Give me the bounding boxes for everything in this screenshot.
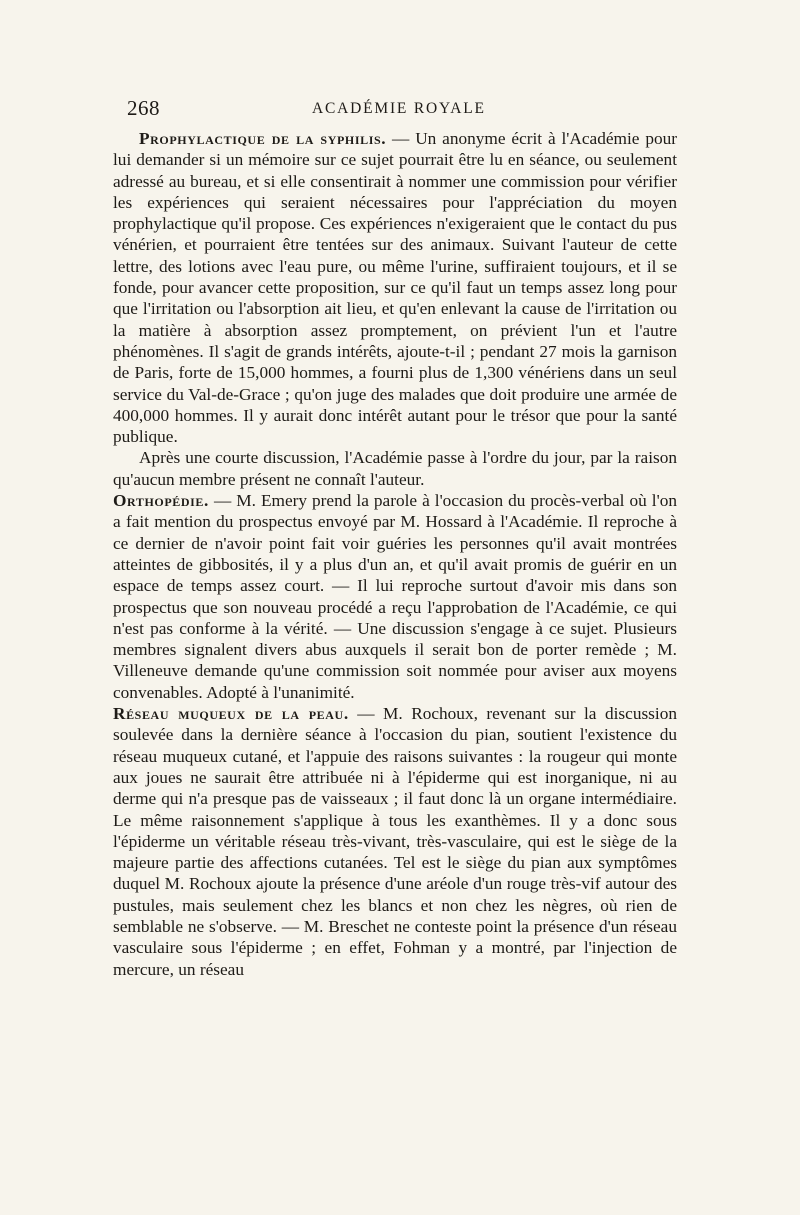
- section-heading-mucous-network: Réseau muqueux de la peau.: [113, 704, 349, 724]
- paragraph-text: — M. Rochoux, revenant sur la discussion soulevée dans la dernière séance à l'occasion du pian, soutient l'existence du réseau muqueux cutané, et l'appuie des raisons suivantes : la rougeur qui monte aux joues ne saurait être attribuée ni à l'épiderme qui est inorganique, ni au derme qui n'a presque pas de vaisseaux ; il faut donc là un organe intermédiaire. Le même raisonnement s'applique à tous les exanthèmes. Il y a donc sous l'épiderme un véritable réseau très-vivant, très-vasculaire, qui est le siège de la majeure partie des affections cutanées. Tel est le siège du pian aux symptômes duquel M. Rochoux ajoute la présence d'une aréole d'un rouge très-vif autour des pustules, mais seulement chez les blancs et non chez les nègres, où rien de semblable ne s'observe. — M. Breschet ne conteste point la présence d'un réseau vasculaire sous l'épiderme ; en effet, Fohman y a montré, par l'injection de mercure, un réseau: [113, 704, 677, 979]
- paragraph-discussion: [113, 447, 677, 490]
- paragraph-text: — Un anonyme écrit à l'Académie pour lui demander si un mémoire sur ce sujet pourrait être lu en séance, ou seulement adressé au bureau, et si elle consentirait à nommer une commission pour vérifier les expériences qui seraient nécessaires pour l'appréciation du moyen prophylactique qu'il propose. Ces expériences n'exigeraient que le contact du pus vénérien, et pourraient être tentées sur des animaux. Suivant l'auteur de cette lettre, des lotions avec l'eau pure, ou même l'urine, suffiraient toujours, et il se fonde, pour avancer cette proposition, sur ce qu'il faut un temps assez long pour que l'irritation ou l'absorption ait lieu, et qu'en enlevant la cause de l'irritation ou la matière à absorption assez promptement, on prévient l'un et l'autre phénomènes. Il s'agit de grands intérêts, ajoute-t-il ; pendant 27 mois la garnison de Paris, forte de 15,000 hommes, a fourni plus de 1,300 vénériens dans un seul service du Val-de-Grace ; qu'on juge des malades que doit produire une armée de 400,000 hommes. Il y aurait donc intérêt autant pour le trésor que pour la santé publique.: [113, 129, 677, 447]
- body-text: [113, 128, 677, 980]
- paragraph-prophylaxis: [113, 128, 677, 447]
- paragraph-orthopedics: [113, 490, 677, 703]
- section-heading-prophylaxis: Prophylactique de la syphilis.: [139, 129, 387, 148]
- paragraph-text: — M. Emery prend la parole à l'occasion du procès-verbal où l'on a fait mention du prospectus envoyé par M. Hossard à l'Académie. Il reproche à ce dernier de n'avoir point fait voir guéries les personnes qu'il avait montrées atteintes de gibbosités, il y a plus d'un an, et qu'il avait promis de guérir en un espace de temps assez court. — Il lui reproche surtout d'avoir mis dans son prospectus que son nouveau procédé a reçu l'approbation de l'Académie, ce qui n'est pas conforme à la vérité. — Une discussion s'engage à ce sujet. Plusieurs membres signalent divers abus auxquels il serait bon de porter remède ; M. Villeneuve demande qu'une commission soit nommée pour aviser aux moyens convenables. Adopté à l'unanimité.: [113, 491, 677, 702]
- section-heading-orthopedics: Orthopédie.: [113, 491, 209, 511]
- paragraph-text: Après une courte discussion, l'Académie passe à l'ordre du jour, par la raison qu'aucun membre présent ne connaît l'auteur.: [113, 448, 677, 489]
- page-number: 268: [127, 96, 160, 120]
- page-header: [127, 96, 675, 122]
- running-head: ACADÉMIE ROYALE: [312, 100, 486, 117]
- paragraph-mucous-network: [113, 703, 677, 980]
